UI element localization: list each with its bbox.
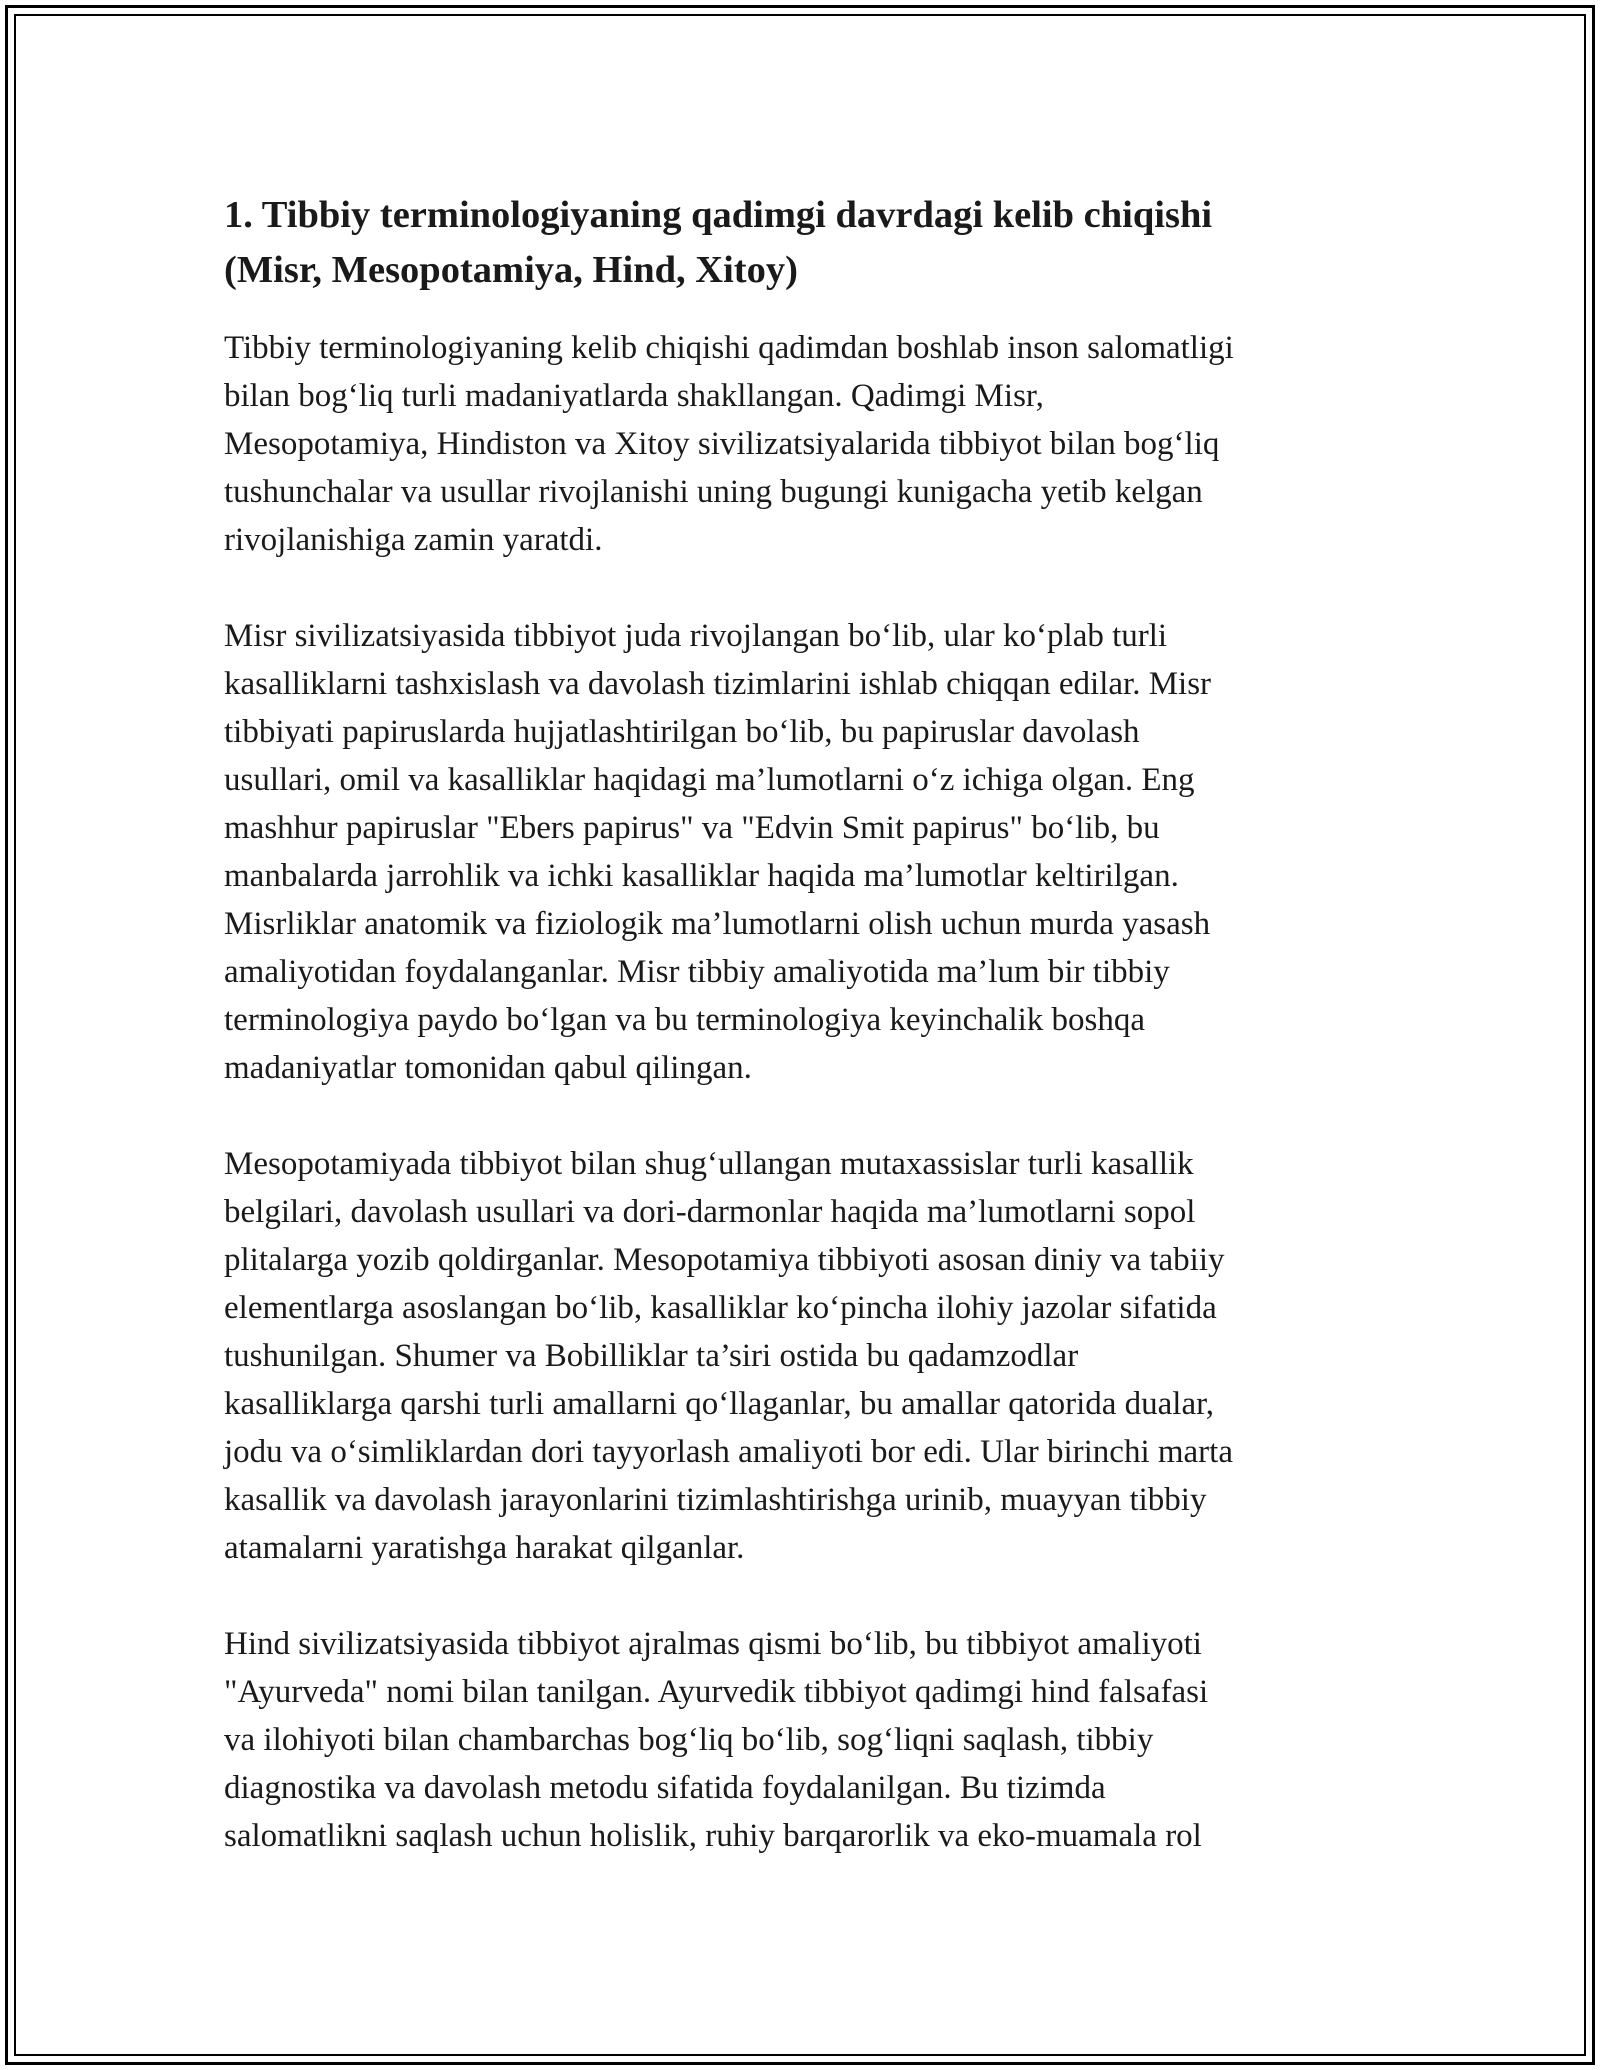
heading-line: 1. Tibbiy terminologiyaning qadimgi davrdagi kelib chiqishi [224, 194, 1213, 236]
paragraph-egypt [224, 612, 1374, 1092]
text-line: Tibbiy terminologiyaning kelib chiqishi qadimdan boshlab inson salomatligi [224, 330, 1234, 366]
heading-line: (Misr, Mesopotamiya, Hind, Xitoy) [224, 249, 798, 291]
text-line: belgilari, davolash usullari va dori-darmonlar haqida ma’lumotlarni sopol [224, 1194, 1196, 1230]
text-line: manbalarda jarrohlik va ichki kasalliklar haqida ma’lumotlar keltirilgan. [224, 858, 1179, 894]
text-line: elementlarga asoslangan bo‘lib, kasalliklar ko‘pincha ilohiy jazolar sifatida [224, 1290, 1217, 1326]
text-line: "Ayurveda" nomi bilan tanilgan. Ayurvedik tibbiyot qadimgi hind falsafasi [224, 1674, 1209, 1710]
text-line: mashhur papiruslar "Ebers papirus" va "Edvin Smit papirus" bo‘lib, bu [224, 810, 1160, 846]
text-line: kasallik va davolash jarayonlarini tizimlashtirishga urinib, muayyan tibbiy [224, 1482, 1207, 1518]
text-line: usullari, omil va kasalliklar haqidagi ma’lumotlarni o‘z ichiga olgan. Eng [224, 762, 1195, 798]
text-line: madaniyatlar tomonidan qabul qilingan. [224, 1050, 752, 1086]
text-line: salomatlikni saqlash uchun holislik, ruhiy barqarorlik va eko-muamala rol [224, 1818, 1202, 1854]
text-line: Hind sivilizatsiyasida tibbiyot ajralmas qismi bo‘lib, bu tibbiyot amaliyoti [224, 1626, 1202, 1662]
text-line: va ilohiyoti bilan chambarchas bog‘liq bo‘lib, sog‘liqni saqlash, tibbiy [224, 1722, 1154, 1758]
text-line: kasalliklarni tashxislash va davolash tizimlarini ishlab chiqqan edilar. Misr [224, 666, 1212, 702]
text-line: bilan bog‘liq turli madaniyatlarda shakllangan. Qadimgi Misr, [224, 378, 1044, 414]
text-line: tibbiyati papiruslarda hujjatlashtirilgan bo‘lib, bu papiruslar davolash [224, 714, 1140, 750]
text-line: plitalarga yozib qoldirganlar. Mesopotamiya tibbiyoti asosan diniy va tabiiy [224, 1242, 1225, 1278]
text-line: jodu va o‘simliklardan dori tayyorlash amaliyoti bor edi. Ular birinchi marta [224, 1434, 1233, 1470]
text-line: tushunchalar va usullar rivojlanishi uning bugungi kunigacha yetib kelgan [224, 474, 1203, 510]
text-line: Misr sivilizatsiyasida tibbiyot juda rivojlangan bo‘lib, ular ko‘plab turli [224, 618, 1168, 654]
text-line: Mesopotamiyada tibbiyot bilan shug‘ullangan mutaxassislar turli kasallik [224, 1146, 1194, 1182]
text-line: rivojlanishiga zamin yaratdi. [224, 522, 603, 558]
text-line: tushunilgan. Shumer va Bobilliklar ta’siri ostida bu qadamzodlar [224, 1338, 1079, 1374]
text-line: terminologiya paydo bo‘lgan va bu terminologiya keyinchalik boshqa [224, 1002, 1146, 1038]
text-line: diagnostika va davolash metodu sifatida foydalanilgan. Bu tizimda [224, 1770, 1106, 1806]
section-heading [224, 188, 1374, 298]
paragraph-mesopotamia [224, 1140, 1374, 1572]
text-line: Misrliklar anatomik va fiziologik ma’lumotlarni olish uchun murda yasash [224, 906, 1211, 942]
text-line: Mesopotamiya, Hindiston va Xitoy sivilizatsiyalarida tibbiyot bilan bog‘liq [224, 426, 1220, 462]
document-body [224, 188, 1374, 1860]
paragraph-india [224, 1620, 1374, 1860]
paragraph-intro [224, 324, 1374, 564]
text-line: kasalliklarga qarshi turli amallarni qo‘llaganlar, bu amallar qatorida dualar, [224, 1386, 1215, 1422]
text-line: amaliyotidan foydalanganlar. Misr tibbiy amaliyotida ma’lum bir tibbiy [224, 954, 1170, 990]
text-line: atamalarni yaratishga harakat qilganlar. [224, 1530, 745, 1566]
